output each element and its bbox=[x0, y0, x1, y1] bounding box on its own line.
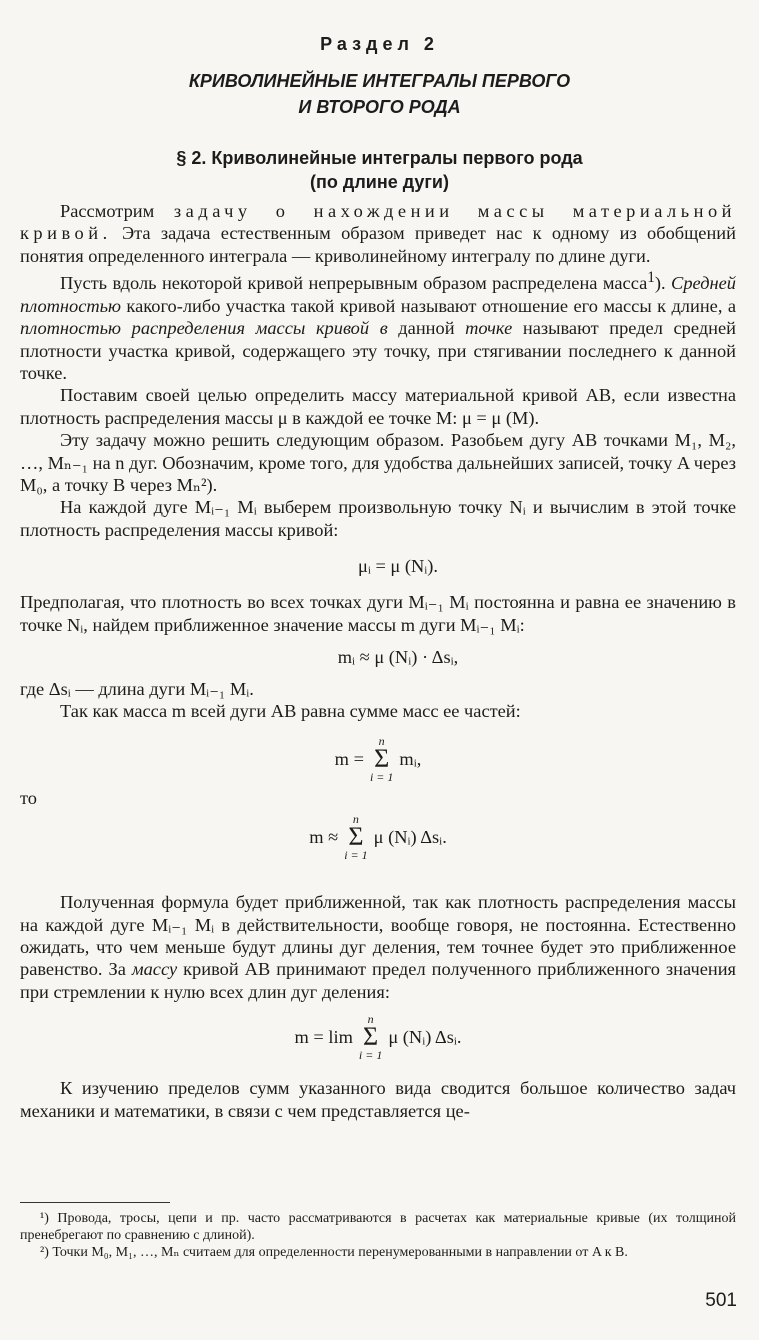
formula-sum-masses bbox=[20, 735, 736, 783]
part-title bbox=[0, 68, 759, 120]
paragraph-11: К изучению пределов сумм указанного вида сводится большое количество задач механики и математики, в связи с чем представляется це- bbox=[20, 1078, 736, 1121]
paragraph-9: то bbox=[20, 787, 37, 808]
paragraph-7: где Δsᵢ — длина дуги Mᵢ₋₁ Mᵢ. bbox=[20, 679, 254, 700]
paragraph-8: Так как масса m всей дуги AB равна сумме масс ее частей: bbox=[60, 701, 521, 722]
p2-part: ). bbox=[654, 273, 672, 294]
footnotes bbox=[20, 1210, 736, 1261]
sum-symbol: Σ bbox=[363, 1022, 379, 1052]
sum-lower-limit: i = 1 bbox=[369, 769, 394, 784]
sigma-sign bbox=[370, 735, 393, 783]
footnote-divider bbox=[20, 1202, 170, 1203]
formula-right: mᵢ, bbox=[399, 748, 422, 769]
formula-left: m ≈ bbox=[309, 827, 339, 848]
paragraph-4: Эту задачу можно решить следующим образом. Разобьем дугу AB точками M₁, M₂, …, Mₙ₋₁ на n дуг. Обозначим, кроме того, для удобства дальнейших записей, точку A через M₀, а точку B через Mₙ²). bbox=[20, 430, 736, 495]
paragraph-5: На каждой дуге Mᵢ₋₁ Mᵢ выберем произвольную точку Nᵢ и вычислим в этой точке плотность распределения массы кривой: bbox=[20, 497, 736, 540]
body-text bbox=[20, 200, 736, 1122]
term-density-distribution: плотностью распределения массы кривой в bbox=[20, 318, 388, 339]
section-title-line-2: (по длине дуги) bbox=[310, 172, 449, 192]
p10-lead: Полученная формула будет приближенной, так как плотность распределения массы на каждой дуге Mᵢ₋₁ Mᵢ в действительности, вообще говоря, не постоянна. Естественно ожидать, что чем меньше будут длины дуг деления, тем точнее будет это приближенное равенство. За bbox=[20, 892, 736, 980]
p1-lead: Рассмотрим bbox=[60, 201, 155, 221]
paragraph-1 bbox=[20, 200, 736, 267]
sum-upper-limit: n bbox=[367, 1012, 374, 1027]
footnote-ref-1: 1 bbox=[647, 269, 655, 287]
part-title-line-1: КРИВОЛИНЕЙНЫЕ ИНТЕГРАЛЫ ПЕРВОГО bbox=[188, 71, 571, 91]
p10-rest: кривой AB принимают предел полученного приближенного значения при стремлении к нулю всех длин дуг деления: bbox=[20, 959, 736, 1002]
section-title bbox=[0, 146, 759, 194]
formula-integral-sum bbox=[20, 813, 736, 861]
sum-upper-limit: n bbox=[352, 812, 359, 827]
formula-mass-approx: mᵢ ≈ μ (Nᵢ) · Δsᵢ, bbox=[337, 647, 459, 668]
p2-part: какого-либо участка такой кривой называют отношение его массы к длине, а bbox=[121, 295, 736, 316]
part-title-line-2: И ВТОРОГО РОДА bbox=[298, 97, 461, 117]
footnote-1: ¹) Провода, тросы, цепи и пр. часто рассматриваются в расчетах как материальные кривые (их толщиной пренебрегают по сравнению с длиной). bbox=[20, 1211, 736, 1243]
sum-lower-limit: i = 1 bbox=[358, 1048, 383, 1063]
formula-left: m = bbox=[334, 748, 364, 769]
term-mass: массу bbox=[131, 959, 178, 980]
p2-part: данной bbox=[387, 318, 466, 339]
footnote-2: ²) Точки M₀, M₁, …, Mₙ считаем для определенности перенумерованными в направлении от A к B. bbox=[40, 1245, 628, 1260]
paragraph-2 bbox=[20, 267, 736, 384]
sigma-sign bbox=[344, 813, 367, 861]
sum-symbol: Σ bbox=[374, 743, 390, 773]
sum-symbol: Σ bbox=[348, 822, 364, 852]
sum-lower-limit: i = 1 bbox=[344, 848, 368, 863]
formula-right: μ (Nᵢ) Δsᵢ. bbox=[373, 827, 447, 848]
section-title-line-1: § 2. Криволинейные интегралы первого рода bbox=[176, 148, 583, 168]
paragraph-6: Предполагая, что плотность во всех точках дуги Mᵢ₋₁ Mᵢ постоянна и равна ее значению в точке Nᵢ, найдем приближенное значение массы m дуги Mᵢ₋₁ Mᵢ: bbox=[20, 592, 736, 635]
term-average-density: Средней плотностью bbox=[20, 273, 736, 316]
paragraph-10 bbox=[20, 891, 736, 1003]
term-point: точке bbox=[465, 318, 513, 339]
formula-limit-sum bbox=[20, 1013, 736, 1061]
page-number: 501 bbox=[705, 1290, 737, 1311]
formula-left: m = lim bbox=[294, 1027, 353, 1048]
p1-spaced-phrase: задачу о нахождении массы материальной кривой. bbox=[20, 201, 736, 244]
paragraph-3: Поставим своей целью определить массу материальной кривой AB, если известна плотность распределения массы μ в каждой ее точке M: μ = μ (M). bbox=[20, 385, 736, 428]
sum-upper-limit: n bbox=[378, 733, 385, 748]
formula-right: μ (Nᵢ) Δsᵢ. bbox=[388, 1027, 462, 1048]
p2-lead: Пусть вдоль некоторой кривой непрерывным образом распределена масса bbox=[60, 273, 648, 294]
section-label: Раздел 2 bbox=[320, 34, 439, 54]
sigma-sign bbox=[359, 1013, 382, 1061]
formula-density: μᵢ = μ (Nᵢ). bbox=[357, 556, 439, 577]
p1-rest: Эта задача естественным образом приведет нас к одному из обобщений понятия определенного интеграла — криволинейному интегралу по длине дуги. bbox=[20, 223, 736, 266]
p2-part: называют предел средней плотности участка кривой, содержащего эту точку, при стягивании последнего к данной точке. bbox=[20, 318, 736, 383]
